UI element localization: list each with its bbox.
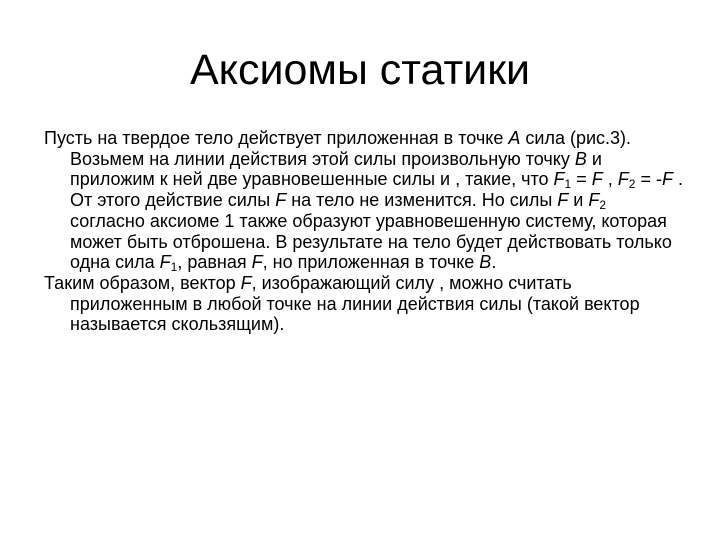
text-run: и приложим к ней две уравновешенные силы и , такие, что	[70, 148, 602, 190]
point-label: B	[479, 252, 492, 273]
text-run: сила (рис.3). Возьмем на линии действия этой силы произвольную точку	[70, 128, 632, 169]
force-symbol: F	[661, 169, 673, 190]
slide-title: Аксиомы статики	[189, 46, 531, 94]
subscript: 1	[170, 260, 178, 275]
point-label: A	[508, 128, 521, 148]
subscript: 1	[564, 177, 572, 192]
text-run: =	[571, 169, 592, 190]
force-symbol: F	[240, 272, 252, 293]
paragraph-1	[44, 128, 684, 273]
text-run: Таким образом, вектор	[44, 272, 241, 293]
text-run: и	[568, 190, 589, 211]
text-run: ,	[602, 169, 618, 190]
force-symbol: F	[159, 252, 171, 273]
text-run: , равная	[177, 252, 252, 273]
text-run: , но приложенная в точке	[262, 252, 480, 273]
force-symbol: F	[588, 190, 600, 211]
force-symbol: F	[275, 190, 287, 211]
text-run: согласно аксиоме 1 также образуют уравновешенную систему, которая может быть отброшена. В результате на тело будет действовать только одна сила	[70, 210, 672, 273]
force-symbol: F	[251, 252, 263, 273]
text-run: , изображающий силу , можно считать приложенным в любой точке на линии действия силы (такой вектор называется скользящим).	[70, 272, 640, 335]
subscript: 2	[628, 177, 636, 192]
force-symbol: F	[553, 169, 565, 190]
text-run: Пусть на твердое тело действует приложенная в точке	[44, 128, 509, 148]
force-symbol: F	[591, 169, 603, 190]
text-run: . От этого действие силы	[70, 169, 683, 211]
text-run: = -	[635, 169, 662, 190]
force-symbol: F	[617, 169, 629, 190]
force-symbol: F	[557, 190, 569, 211]
text-run: .	[491, 252, 497, 273]
text-run: на тело не изменится. Но силы	[286, 190, 558, 211]
paragraph-2	[44, 273, 684, 335]
slide-body	[44, 128, 684, 335]
point-label: B	[574, 148, 587, 169]
subscript: 2	[599, 198, 607, 213]
